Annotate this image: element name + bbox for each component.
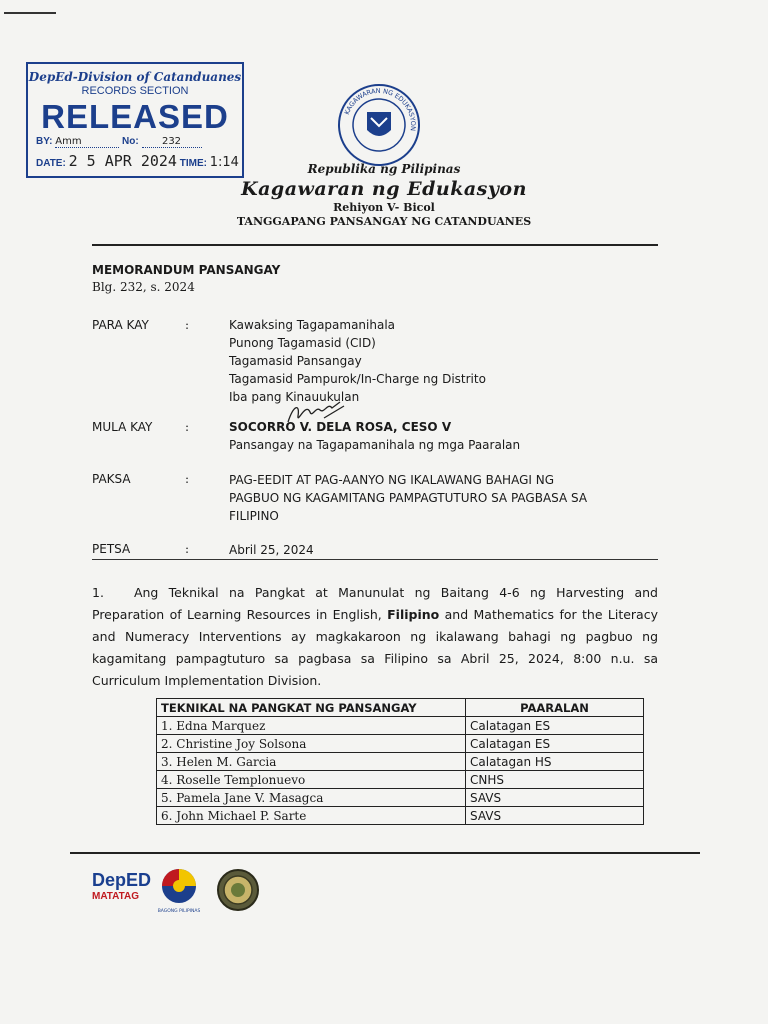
header-region: Rehiyon V- Bicol	[333, 201, 435, 214]
member-name: 1. Edna Marquez	[157, 717, 466, 735]
stamp-by-value: Amm	[55, 136, 119, 148]
paksa-block	[229, 471, 587, 525]
bagong-pilipinas-logo-icon	[158, 866, 200, 916]
member-school: CNHS	[466, 771, 644, 789]
paragraph-number: 1.	[92, 585, 104, 600]
stamp-no-value: 232	[142, 136, 202, 148]
member-name: 2. Christine Joy Solsona	[157, 735, 466, 753]
member-school: Calatagan ES	[466, 717, 644, 735]
stamp-date-label: DATE:	[36, 158, 66, 169]
header-divider	[92, 244, 658, 246]
member-name: 3. Helen M. Garcia	[157, 753, 466, 771]
stamp-status: RELEASED	[41, 98, 229, 135]
table-header: TEKNIKAL NA PANGKAT NG PANSANGAY	[157, 699, 466, 717]
released-stamp	[26, 62, 244, 178]
recipient: Tagamasid Pampurok/In-Charge ng Distrito	[229, 372, 486, 386]
deped-matatag-logo	[92, 870, 156, 914]
member-name: 6. John Michael P. Sarte	[157, 807, 466, 825]
table-row	[157, 771, 644, 789]
sender-title: Pansangay na Tagapamanihala ng mga Paaralan	[229, 438, 521, 452]
stamp-by-label: BY:	[36, 136, 53, 147]
para-kay-list	[229, 316, 486, 406]
team-table	[156, 698, 644, 825]
header-republic: Republika ng Pilipinas	[307, 162, 461, 176]
deped-logo-text: DepED	[92, 870, 152, 890]
stamp-time-label: TIME:	[179, 158, 207, 169]
member-school: SAVS	[466, 807, 644, 825]
memo-number: Blg. 232, s. 2024	[92, 280, 195, 294]
recipient: Punong Tagamasid (CID)	[229, 336, 376, 350]
mula-kay-block	[229, 418, 520, 454]
paragraph-text-b: and Mathematics for the Literacy and Numeracy Interventions ay magkakaroon ng ikalawang bahagi ng pagbuo ng kagamitang pampagtuturo sa pagbasa sa Filipino sa Abril 25, 2024, 8:00 n.u. sa Curriculum Implementation Division.	[92, 607, 658, 688]
table-row	[157, 807, 644, 825]
stamp-section: RECORDS SECTION	[81, 85, 189, 97]
paksa-label: PAKSA	[92, 472, 131, 486]
stamp-no-label: No:	[122, 136, 139, 147]
footer-divider	[70, 852, 700, 854]
member-school: Calatagan HS	[466, 753, 644, 771]
bagong-pilipinas-text: BAGONG PILIPINAS	[158, 909, 200, 914]
division-seal-icon	[216, 868, 260, 912]
petsa-divider	[92, 559, 658, 560]
member-school: SAVS	[466, 789, 644, 807]
subject-line: PAG-EEDIT AT PAG-AANYO NG IKALAWANG BAHAGI NG	[229, 473, 555, 487]
petsa-value: Abril 25, 2024	[229, 543, 314, 557]
table-row	[157, 717, 644, 735]
deped-seal-icon	[336, 82, 422, 168]
header-office: TANGGAPANG PANSANGAY NG CATANDUANES	[236, 215, 532, 228]
stamp-by-row	[36, 136, 202, 148]
subject-line: FILIPINO	[229, 509, 279, 523]
corner-mark	[4, 12, 56, 14]
para-kay-label: PARA KAY	[92, 318, 149, 332]
subject-line: PAGBUO NG KAGAMITANG PAMPAGTUTURO SA PAGBASA SA	[229, 491, 588, 505]
paragraph-text-a: Ang Teknikal na Pangkat at Manunulat ng Baitang 4-6 ng Harvesting and Preparation of Learning Resources in English,	[92, 585, 658, 622]
member-name: 4. Roselle Templonuevo	[157, 771, 466, 789]
paksa-colon: :	[185, 472, 190, 486]
sender-name: SOCORRO V. DELA ROSA, CESO V	[229, 420, 452, 434]
header-department: Kagawaran ng Edukasyon	[241, 178, 527, 200]
table-row	[157, 735, 644, 753]
body-paragraph	[92, 582, 658, 692]
mula-kay-label: MULA KAY	[92, 420, 153, 434]
table-row	[157, 753, 644, 771]
table-header-row	[157, 699, 644, 717]
para-kay-colon: :	[185, 318, 190, 332]
recipient: Iba pang Kinauukulan	[229, 390, 360, 404]
stamp-date-value: 2 5 APR 2024	[68, 152, 177, 170]
recipient: Tagamasid Pansangay	[229, 354, 362, 368]
mula-kay-colon: :	[185, 420, 190, 434]
petsa-label: PETSA	[92, 542, 131, 556]
memo-title: MEMORANDUM PANSANGAY	[92, 263, 281, 277]
member-name: 5. Pamela Jane V. Masagca	[157, 789, 466, 807]
paragraph-text-bold: Filipino	[387, 607, 440, 622]
seal-ring-text: KAGAWARAN NG EDUKASYON	[342, 86, 418, 132]
petsa-colon: :	[185, 542, 190, 556]
stamp-office: DepEd-Division of Catanduanes	[28, 70, 242, 84]
matatag-logo-text: MATATAG	[92, 891, 140, 902]
stamp-time-value: 1:14	[209, 155, 239, 170]
member-school: Calatagan ES	[466, 735, 644, 753]
recipient: Kawaksing Tagapamanihala	[229, 318, 396, 332]
table-header: PAARALAN	[466, 699, 644, 717]
table-row	[157, 789, 644, 807]
